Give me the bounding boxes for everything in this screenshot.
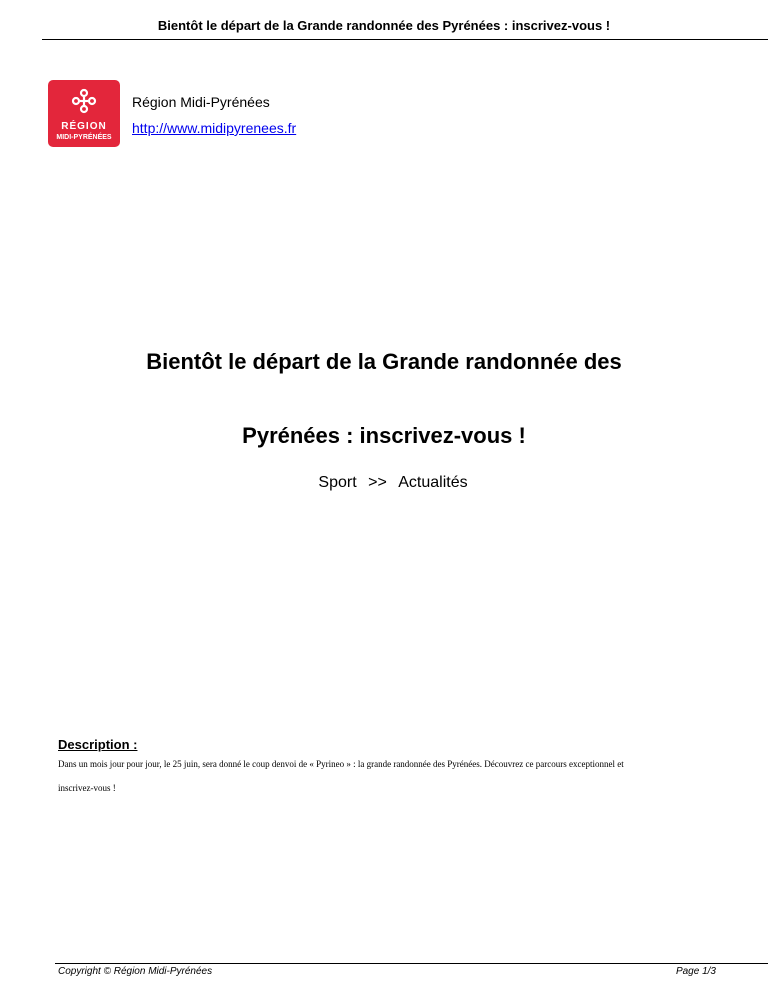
organization-website-link[interactable]: http://www.midipyrenees.fr — [132, 120, 297, 136]
logo-text-midi-pyrenees: MIDI-PYRÉNÉES — [56, 134, 112, 141]
article-title-line-2: Pyrénées : inscrivez-vous ! — [242, 423, 526, 448]
organization-name: Région Midi-Pyrénées — [132, 94, 270, 110]
running-header: Bientôt le départ de la Grande randonnée des Pyrénées : inscrivez-vous ! — [157, 18, 611, 33]
description-line-2: inscrivez-vous ! — [58, 783, 116, 793]
breadcrumb — [0, 474, 768, 492]
description-text — [58, 752, 728, 800]
occitan-cross-icon — [48, 80, 120, 147]
region-logo — [48, 80, 120, 147]
description-label: Description : — [58, 737, 138, 752]
footer-page-number: Page 1/3 — [675, 966, 716, 977]
article-title-line-1: Bientôt le départ de la Grande randonnée des — [146, 349, 622, 374]
article-title — [0, 325, 768, 473]
logo-text-region: RÉGION — [61, 121, 107, 132]
breadcrumb-subsection[interactable]: Actualités — [398, 474, 468, 491]
breadcrumb-separator: >> — [368, 474, 387, 491]
description-line-1: Dans un mois jour pour jour, le 25 juin, sera donné le coup denvoi de « Pyrineo » : la grande randonnée des Pyrénées. Découvrez ce parcours exceptionnel et — [58, 759, 624, 769]
header-divider — [42, 39, 768, 40]
footer-divider — [55, 963, 768, 964]
footer-copyright: Copyright © Région Midi-Pyrénées — [58, 966, 213, 977]
breadcrumb-section[interactable]: Sport — [318, 474, 357, 491]
